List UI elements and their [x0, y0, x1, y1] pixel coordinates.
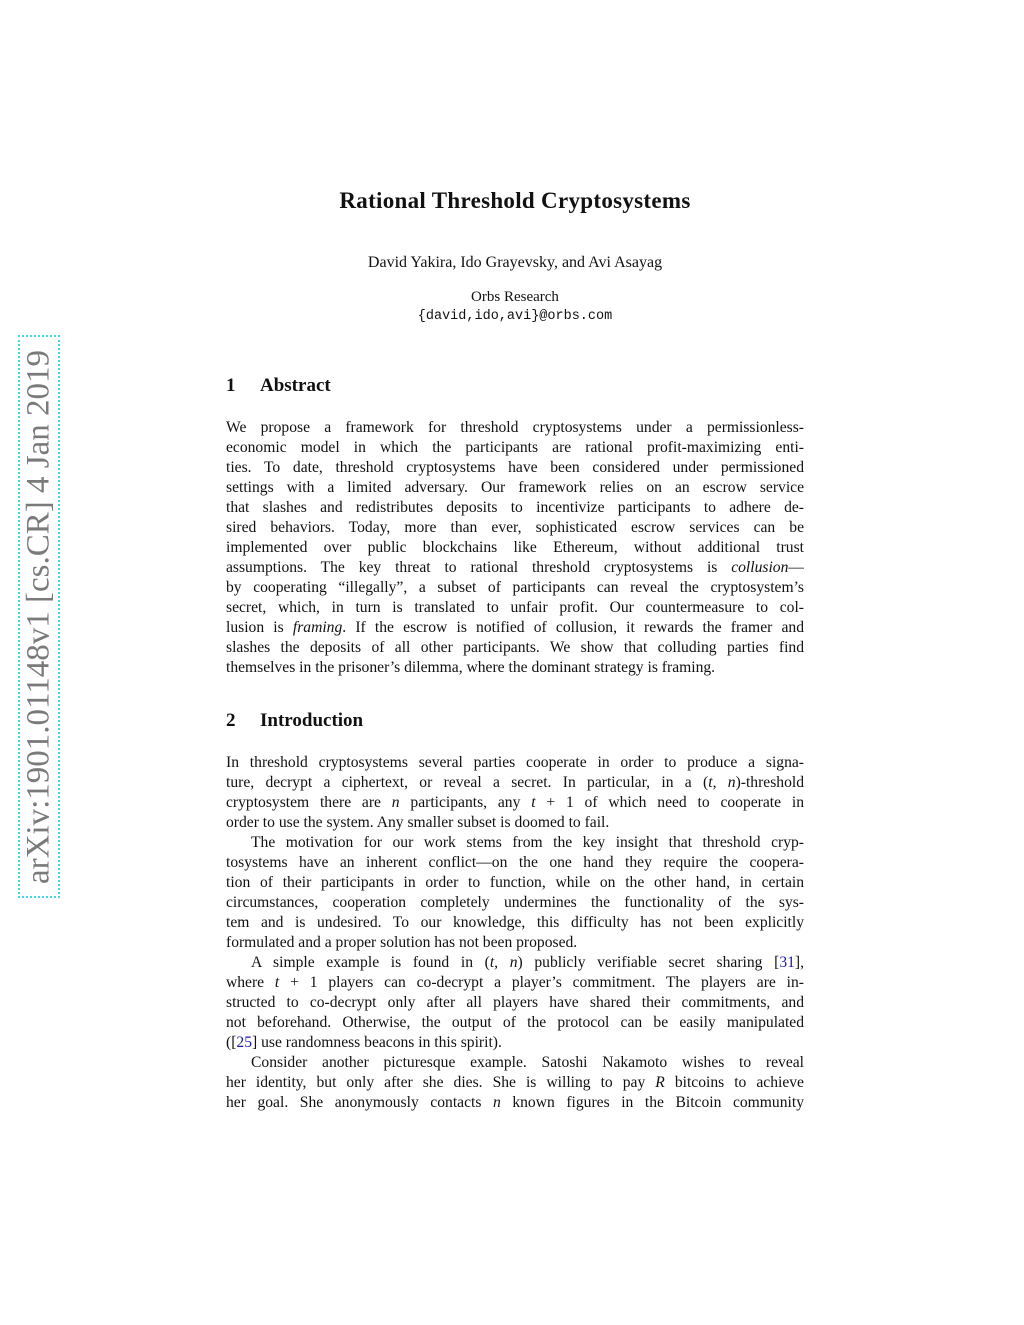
text-line: that slashes and redistributes deposits to incentivize participants to adhere de-	[226, 499, 804, 516]
text-line: by cooperating “illegally”, a subset of participants can reveal the cryptosystem’s	[226, 579, 804, 596]
text-line: Consider another picturesque example. Satoshi Nakamoto wishes to reveal	[251, 1054, 804, 1071]
text-line: economic model in which the participants are rational profit-maximizing enti-	[226, 439, 804, 456]
section-number: 1	[226, 375, 236, 396]
section-heading-introduction	[226, 710, 363, 732]
text-line: her goal. She anonymously contacts n known figures in the Bitcoin community	[226, 1094, 804, 1111]
text-line: sired behaviors. Today, more than ever, sophisticated escrow services can be	[226, 519, 804, 536]
affiliation: Orbs Research	[471, 289, 559, 305]
italic-text: t, n	[489, 954, 518, 971]
text-line: We propose a framework for threshold cryptosystems under a permissionless-	[226, 419, 804, 436]
italic-text: t	[531, 794, 536, 811]
text-line: not beforehand. Otherwise, the output of the protocol can be easily manipulated	[226, 1014, 804, 1031]
author-emails: {david,ido,avi}@orbs.com	[417, 309, 613, 324]
text-line: themselves in the prisoner’s dilemma, where the dominant strategy is framing.	[226, 659, 716, 676]
text-line: formulated and a proper solution has not been proposed.	[226, 934, 578, 951]
text-line: A simple example is found in (t, n) publicly verifiable secret sharing [31],	[251, 954, 804, 971]
text-line: her identity, but only after she dies. She is willing to pay R bitcoins to achieve	[226, 1074, 804, 1091]
italic-text: collusion	[731, 559, 789, 576]
italic-text: t	[274, 974, 280, 991]
text-line: ([25] use randomness beacons in this spirit).	[226, 1034, 502, 1051]
section-title: Introduction	[260, 710, 364, 731]
abstract-body	[226, 418, 804, 678]
text-line: structed to co-decrypt only after all players have shared their commitments, and	[226, 994, 804, 1011]
text-line: implemented over public blockchains like Ethereum, without additional trust	[226, 539, 804, 556]
text-line: assumptions. The key threat to rational threshold cryptosystems is collusion—	[226, 559, 804, 576]
citation-link[interactable]: 25	[236, 1034, 252, 1051]
text-line: lusion is framing. If the escrow is notified of collusion, it rewards the framer and	[226, 619, 804, 636]
section-number: 2	[226, 710, 236, 731]
text-line: order to use the system. Any smaller subset is doomed to fail.	[226, 814, 610, 831]
arxiv-identifier: arXiv:1901.01148v1 [cs.CR] 4 Jan 2019	[20, 349, 57, 884]
italic-text: t, n	[708, 774, 736, 791]
italic-text: n	[391, 794, 400, 811]
authors: David Yakira, Ido Grayevsky, and Avi Asayag	[367, 254, 663, 271]
text-line: slashes the deposits of all other participants. We show that colluding parties find	[226, 639, 804, 656]
text-line: ture, decrypt a ciphertext, or reveal a secret. In particular, in a (t, n)-threshold	[226, 774, 804, 791]
arxiv-stamp	[18, 335, 60, 898]
italic-text: R	[655, 1074, 665, 1091]
introduction-body	[226, 753, 804, 1113]
italic-text: n	[492, 1094, 501, 1111]
text-line: In threshold cryptosystems several parties cooperate in order to produce a signa-	[226, 754, 804, 771]
text-line: secret, which, in turn is translated to unfair profit. Our countermeasure to col-	[226, 599, 804, 616]
italic-text: framing	[292, 619, 343, 636]
text-line: ties. To date, threshold cryptosystems have been considered under permissioned	[226, 459, 804, 476]
text-line: tion of their participants in order to function, while on the other hand, in certain	[226, 874, 804, 891]
text-line: tosystems have an inherent conflict—on the one hand they require the coopera-	[226, 854, 804, 871]
text-line: cryptosystem there are n participants, any t + 1 of which need to cooperate in	[226, 794, 804, 811]
text-line: The motivation for our work stems from the key insight that threshold cryp-	[251, 834, 804, 851]
section-heading-abstract	[226, 375, 331, 397]
text-line: settings with a limited adversary. Our framework relies on an escrow service	[226, 479, 804, 496]
text-line: circumstances, cooperation completely undermines the functionality of the sys-	[226, 894, 804, 911]
text-line: where t + 1 players can co-decrypt a player’s commitment. The players are in-	[226, 974, 804, 991]
section-title: Abstract	[260, 375, 331, 396]
text-line: tem and is undesired. To our knowledge, this difficulty has not been explicitly	[226, 914, 804, 931]
citation-link[interactable]: 31	[779, 954, 795, 971]
paper-title: Rational Threshold Cryptosystems	[339, 188, 691, 213]
